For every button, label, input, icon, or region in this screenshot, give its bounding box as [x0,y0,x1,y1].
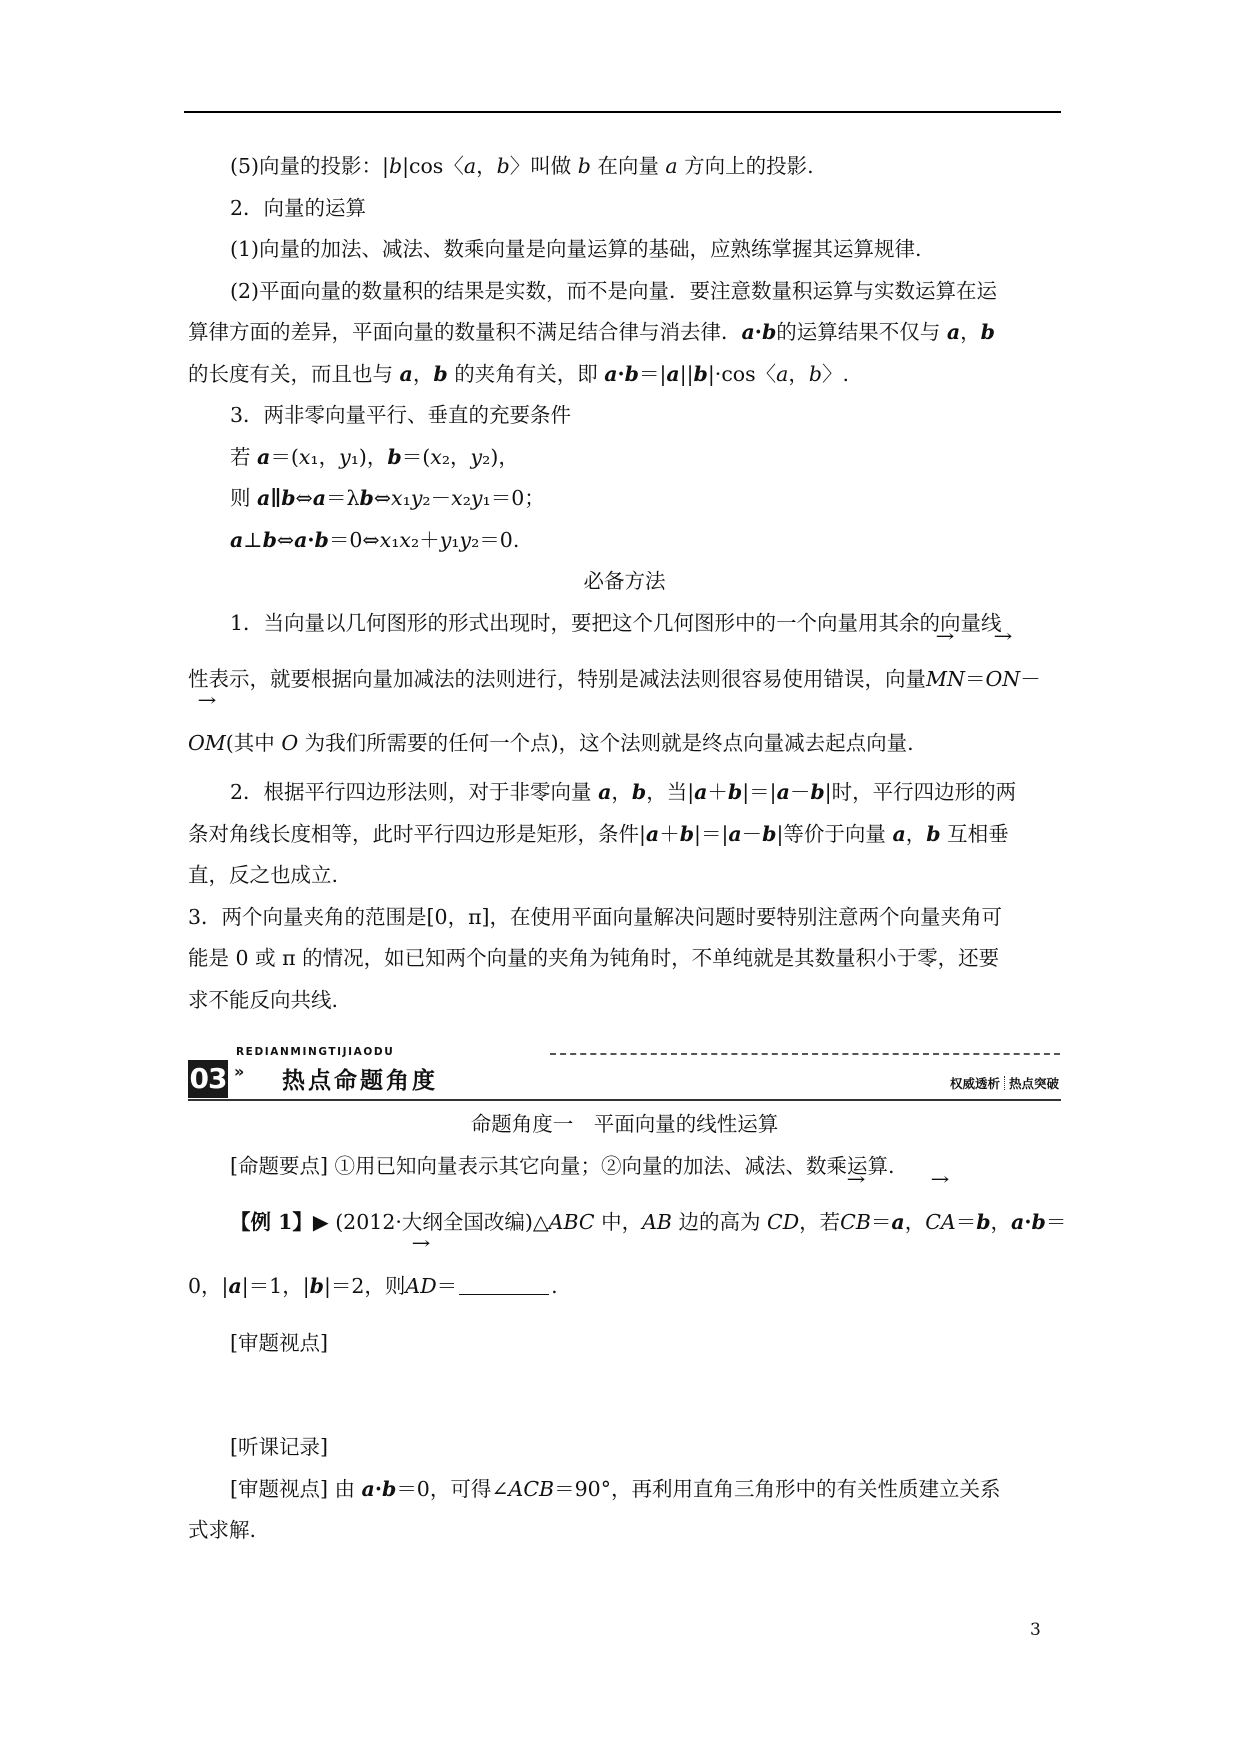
vector-variable: b [1031,1210,1046,1234]
text-segment: － [1020,667,1041,691]
math-variable: b [808,361,823,386]
vector-variable: a [666,361,680,386]
math-variable: a [776,361,789,386]
paragraph [188,1427,1061,1469]
vector-variable: b [762,821,777,846]
paragraph [188,1315,1061,1371]
paragraph [188,1469,1061,1511]
text-segment: ∥ [270,486,282,510]
text-segment: |＝| [694,821,729,846]
text-segment: ， [611,780,632,804]
text-segment: 【例 1】▶ [230,1210,329,1234]
vector-variable: a [891,1210,905,1234]
paragraph [188,1104,1061,1146]
text-segment: ，当| [646,780,695,804]
text-segment: ， [904,1210,926,1234]
text-segment: ₁ [391,527,400,552]
text-segment: ，若 [799,1210,841,1234]
paragraph [188,855,1061,897]
text-segment: 的长度有关，而且也与 [188,361,400,386]
vector-variable: b [624,361,639,386]
math-variable: x [451,486,463,510]
text-segment: (其中 [225,731,282,755]
text-segment: |时，平行四边形的两 [824,780,1017,804]
banner-tags [950,1074,1059,1092]
text-segment: [听课记录] [230,1435,328,1459]
banner-title: 热点命题角度 [282,1068,438,1094]
text-segment: 中， [594,1210,643,1234]
text-segment: ₂)， [482,444,519,469]
math-variable: y [470,444,483,469]
vector-variable: a [257,486,271,510]
text-segment: ⇔ [295,486,313,510]
paragraph [188,188,1061,230]
text-segment: 式求解. [188,1518,257,1542]
text-segment: 直，反之也成立. [188,863,339,887]
text-segment: [审题视点] 由 [230,1476,362,1501]
paragraph [188,814,1061,856]
example-section [188,1104,1067,1552]
math-variable: ABC [548,1210,595,1234]
paragraph [188,312,1061,354]
text-segment: ， [788,361,809,386]
text-segment: ， [960,320,981,344]
math-variable: O [281,731,299,755]
vector-variable: a [741,320,755,344]
text-segment: |·cos〈 [707,361,777,386]
vector-variable: a [694,780,708,804]
math-variable: y [339,444,351,469]
text-segment: 边的高为 [671,1210,768,1234]
vector-variable: b [926,821,941,846]
text-segment: 的夹角有关，即 [447,361,605,386]
text-segment: ₂＋ [410,527,440,552]
math-variable: y [459,527,472,552]
text-segment: ＝( [401,444,431,469]
text-segment: ＋ [707,780,728,804]
text-segment: 性表示，就要根据向量加减法的法则进行，特别是减法法则很容易使用错误，向量 [188,667,926,691]
text-segment: 1．当向量以几何图形的形式出现时，要把这个几何图形中的一个向量用其余的向量线 [230,610,1002,635]
banner-dashed-rule [550,1053,1060,1055]
math-variable: ACB [508,1476,555,1501]
text-segment: － [789,780,811,804]
vector-symbol: → AD [405,1251,436,1321]
text-segment: · [374,1476,382,1501]
vector-variable: a [946,320,961,344]
text-segment: ₁)， [350,444,388,469]
text-segment: 若 [230,444,258,469]
text-segment: |＝| [742,780,777,804]
banner-underline [188,1099,1061,1101]
paragraph [188,146,1061,188]
text-segment: [命题要点] ①用已知向量表示其它向量；②向量的加法、减法、数乘运算. [230,1153,895,1178]
banner-arrow-icon: » [234,1062,245,1081]
vector-variable: b [631,780,647,804]
text-segment: ， [990,1210,1012,1234]
paragraph [188,271,1061,313]
text-segment: 在向量 [590,154,666,178]
tag-separator [1004,1076,1005,1090]
vector-variable: b [381,1476,397,1501]
vector-variable: a [230,527,244,552]
paragraph [188,1251,1061,1315]
vector-symbol: → ON [985,644,1020,714]
text-segment: ₂ [462,486,471,510]
vector-variable: b [281,486,296,510]
section-banner [188,1046,1061,1100]
math-variable: CD [767,1210,800,1234]
text-segment: ₁ [402,486,411,510]
text-segment: (5)向量的投影：| [230,154,389,178]
vector-variable: b [314,527,329,552]
vector-variable: a [776,780,790,804]
text-segment: ＝( [270,444,299,469]
vector-variable: a [645,821,660,846]
vector-variable: a [728,821,742,846]
paragraph [188,644,1061,708]
math-variable: x [298,444,311,469]
text-segment: － [741,821,763,846]
text-segment: . [551,1274,558,1298]
paragraph [188,1371,1061,1427]
text-segment: 〉叫做 [509,154,578,178]
math-variable: a [665,154,678,178]
paragraph [188,520,1061,562]
vector-variable: b [727,780,743,804]
text-segment: ＝0，可得∠ [396,1476,509,1501]
vector-variable: b [693,361,708,386]
paragraph [188,772,1061,814]
text-segment: || [679,361,694,386]
text-segment: 3．两个向量夹角的范围是[0，π]，在使用平面向量解决问题时要特别注意两个向量夹角可 [188,904,1003,929]
paragraph [188,1510,1061,1552]
text-segment: ＝λ [326,486,360,510]
paragraph [188,980,1061,1022]
text-segment: ＝ [1045,1210,1067,1234]
paragraph [188,1187,1067,1251]
vector-variable: b [433,361,448,386]
text-segment: ₂， [441,444,471,469]
text-segment: 2．根据平行四边形法则，对于非零向量 [230,780,599,804]
text-segment: ， [476,154,497,178]
text-segment: · [307,527,315,552]
vector-variable: b [980,320,995,344]
paragraph [188,897,1061,939]
text-segment: [审题视点] [230,1331,328,1355]
text-segment: · [1024,1210,1032,1234]
paragraph [188,354,1061,396]
text-segment: ＋ [659,821,680,846]
text-segment: |cos〈 [402,154,464,178]
text-segment: 则 [230,486,258,510]
text-segment: · [617,361,625,386]
paragraph [188,395,1061,437]
text-segment: ₂＝0. [471,527,520,552]
vector-variable: b [761,320,777,344]
banner-tag-left: 权威透析 [949,1076,1000,1091]
text-segment: (1)向量的加法、减法、数乘向量是向量运算的基础，应熟练掌握其运算规律. [230,237,922,261]
paragraph [188,938,1061,980]
banner-number: 03 [188,1060,228,1098]
text-segment: ＝ [964,667,986,691]
math-variable: b [577,154,591,178]
text-segment: ， [905,821,927,846]
text-segment: 算律方面的差异，平面向量的数量积不满足结合律与消去律． [188,320,742,344]
vector-variable: a [361,1476,375,1501]
text-segment: 3．两非零向量平行、垂直的充要条件 [230,403,572,427]
text-segment: ⇔ [373,486,392,510]
text-segment: ， [412,361,434,386]
vector-variable: a [257,444,271,469]
math-variable: y [439,527,452,552]
math-variable: x [379,527,392,552]
math-variable: a [463,154,477,178]
text-segment: 命题角度一 平面向量的线性运算 [470,1112,779,1136]
text-segment: ₁， [310,444,340,469]
knowledge-section [188,146,1061,1021]
text-segment: 〉. [822,361,850,386]
text-segment: ⇔ [276,527,295,552]
text-segment: ＝| [639,361,667,386]
paragraph [188,561,1061,603]
math-variable: y [410,486,423,510]
text-segment: ＝ [436,1274,458,1298]
page-number: 3 [1030,1620,1041,1640]
banner-tag-right: 热点突破 [1008,1076,1059,1091]
math-variable: x [430,444,442,469]
vector-variable: b [262,527,277,552]
text-segment: ＝90°，再利用直角三角形中的有关性质建立关系 [554,1476,1001,1501]
paragraph [188,708,1061,772]
text-segment: ＝ [955,1210,977,1234]
paragraph [188,603,1061,645]
text-segment: 必备方法 [583,569,666,593]
text-segment: · [754,320,762,344]
text-segment: |等价于向量 [776,821,893,846]
vector-variable: b [976,1210,991,1234]
text-segment: |＝1，| [241,1274,310,1298]
vector-variable: a [598,780,612,804]
text-segment: ₁＝0； [482,486,545,510]
text-segment: |＝2，则 [323,1274,406,1298]
paragraph [188,437,1061,479]
text-segment: 方向上的投影. [677,154,814,178]
vector-variable: b [359,486,374,510]
vector-variable: a [312,486,327,510]
vector-variable: a [399,361,413,386]
text-segment: ＝ [870,1210,892,1234]
vector-variable: b [387,444,402,469]
vector-variable: a [294,527,308,552]
vector-variable: a [892,821,906,846]
text-segment: 2．向量的运算 [230,195,367,220]
text-segment: (2)平面向量的数量积的结果是实数，而不是向量．要注意数量积运算与实数运算在运 [230,278,998,303]
math-variable: x [399,527,411,552]
vector-symbol: → OM [188,708,226,778]
text-segment: 0，| [188,1274,229,1298]
vector-symbol: → MN [926,644,965,714]
text-segment: 求不能反向共线. [188,987,339,1012]
banner-subtitle: REDIANMINGTIJIAODU [236,1046,395,1058]
text-segment: ＝0⇔ [328,527,380,552]
paragraph [188,229,1061,271]
math-variable: b [496,154,510,178]
paragraph [188,478,1061,520]
vector-variable: b [679,821,695,846]
vector-variable: b [309,1274,324,1298]
vector-variable: b [810,780,825,804]
vector-symbol: → CA [925,1187,956,1257]
text-segment: 能是 0 或 π 的情况，如已知两个向量的夹角为钝角时，不单纯就是其数量积小于零，还要 [188,946,1000,970]
vector-symbol: → CB [840,1187,871,1257]
header-rule [184,111,1061,113]
math-variable: b [388,154,403,178]
math-variable: y [470,486,483,510]
math-variable: x [391,486,403,510]
text-segment: 条对角线长度相等，此时平行四边形是矩形，条件| [188,821,646,846]
answer-blank [459,1274,549,1296]
vector-variable: a [604,361,618,386]
text-segment: (2012·大纲全国改编)△ [328,1210,549,1234]
vector-variable: a [228,1274,242,1298]
vector-variable: a [1011,1210,1025,1234]
text-segment: ₂－ [422,486,452,510]
text-segment: ₁ [451,527,460,552]
math-variable: AB [642,1210,672,1234]
text-segment: 互相垂 [940,821,1009,846]
text-segment: ⊥ [243,527,263,552]
text-segment: 为我们所需要的任何一个点)，这个法则就是终点向量减去起点向量. [298,731,914,755]
text-segment: 的运算结果不仅与 [776,320,947,344]
